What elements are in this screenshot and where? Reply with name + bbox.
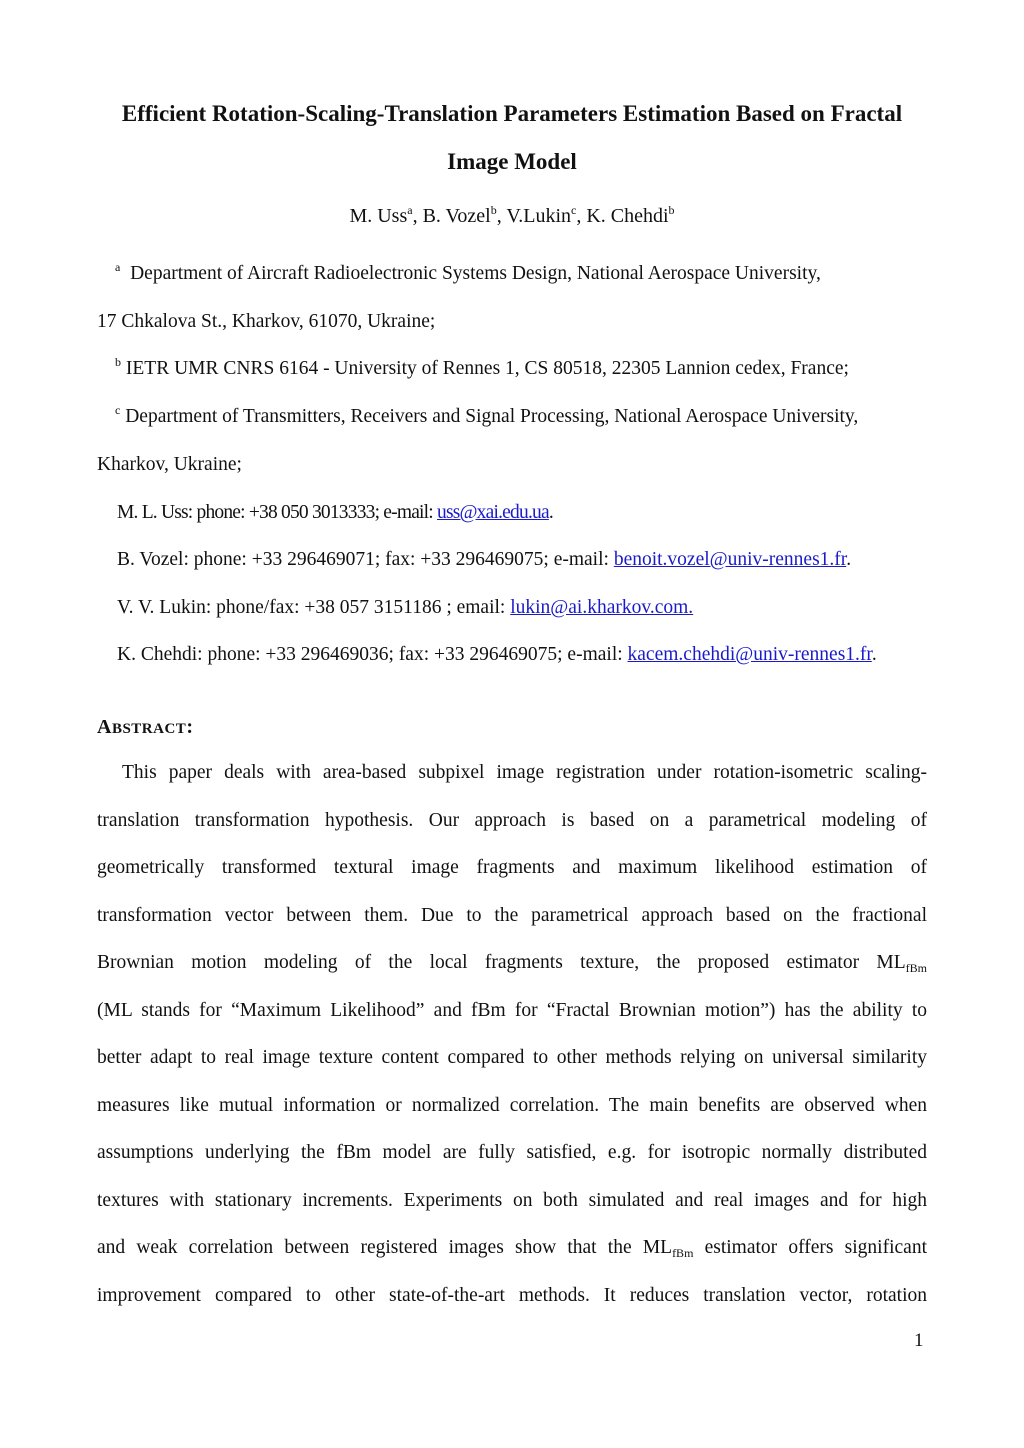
author-name: V.Lukin <box>506 205 571 227</box>
page-number: 1 <box>914 1330 924 1351</box>
abstract-line: assumptions underlying the fBm model are fully satisfied, e.g. for isotropic normally distributed <box>97 1142 927 1163</box>
contact-vozel: B. Vozel: phone: +33 296469071; fax: +33 296469075; e-mail: benoit.vozel@univ-rennes1.fr. <box>117 549 852 570</box>
title-line-2: Image Model <box>447 149 577 174</box>
contact-lukin: V. V. Lukin: phone/fax: +38 057 3151186 ; email: lukin@ai.kharkov.com. <box>117 597 694 618</box>
affiliation-mark: c <box>571 203 577 217</box>
email-link[interactable]: kacem.chehdi@univ-rennes1.fr <box>627 644 872 665</box>
abstract-line: and weak correlation between registered images show that the $ML_{fBm}$ estimator offers significant <box>97 1237 927 1260</box>
affiliation-mark: b <box>668 203 675 217</box>
estimator-symbol: $ML_{fBm}$ <box>642 1237 694 1260</box>
paper-title <box>60 90 964 186</box>
contact-uss: M. L. Uss: phone: +38 050 3013333; e-mail: uss@xai.edu.ua. <box>117 502 553 523</box>
email-link[interactable]: uss@xai.edu.ua <box>437 502 549 523</box>
abstract-line: improvement compared to other state-of-the-art methods. It reduces translation vector, rotation <box>97 1284 927 1306</box>
email-link[interactable]: benoit.vozel@univ-rennes1.fr <box>613 549 847 570</box>
affiliation-mark: a <box>115 260 121 274</box>
affiliation-mark: c <box>115 403 121 417</box>
abstract-heading: ABSTRACT: <box>97 716 194 738</box>
author-name: K. Chehdi <box>586 205 669 227</box>
abstract-line: This paper deals with area-based subpixel image registration under rotation-isometric scaling- <box>122 762 927 783</box>
affiliation-text: Department of Transmitters, Receivers and Signal Processing, National Aerospace University, <box>125 406 859 427</box>
affiliation-text: IETR UMR CNRS 6164 - University of Rennes 1, CS 80518, 22305 Lannion cedex, France; <box>125 358 849 379</box>
abstract-line: Brownian motion modeling of the local fragments texture, the proposed estimator $ML_{fBm}$ <box>97 952 927 975</box>
abstract-line: (ML stands for “Maximum Likelihood” and fBm for “Fractal Brownian motion”) has the ability to <box>97 999 927 1021</box>
affiliation-a <box>97 250 927 345</box>
abstract-line: textures with stationary increments. Experiments on both simulated and real images and for high <box>97 1189 927 1211</box>
abstract-line: geometrically transformed textural image fragments and maximum likelihood estimation of <box>97 857 927 878</box>
affiliation-mark: b <box>115 355 121 369</box>
author-name: B. Vozel <box>422 205 491 227</box>
affiliation-text: 17 Chkalova St., Kharkov, 61070, Ukraine; <box>97 310 436 332</box>
contact-chehdi: K. Chehdi: phone: +33 296469036; fax: +33 296469075; e-mail: kacem.chehdi@univ-rennes1.fr. <box>117 644 877 665</box>
abstract-line: measures like mutual information or normalized correlation. The main benefits are observed when <box>97 1094 927 1116</box>
estimator-symbol: $ML_{fBm}$ <box>876 952 927 975</box>
affiliation-c <box>97 393 927 488</box>
abstract-body <box>97 749 927 1319</box>
abstract-line: transformation vector between them. Due to the parametrical approach based on the fractional <box>97 904 927 926</box>
abstract-line: better adapt to real image texture content compared to other methods relying on universal similarity <box>97 1047 927 1068</box>
author-name: M. Uss <box>349 205 408 227</box>
email-link[interactable]: lukin@ai.kharkov.com. <box>510 597 694 618</box>
author-list: M. Uss$^a$, B. Vozel$^b$, V.Lukin$^c$, K. Chehdi$^b$ <box>349 203 675 227</box>
title-line-1: Efficient Rotation-Scaling-Translation Parameters Estimation Based on Fractal <box>121 101 903 126</box>
affiliation-mark: b <box>490 203 497 217</box>
affiliation-text: Kharkov, Ukraine; <box>97 453 242 475</box>
affiliation-b <box>97 345 927 393</box>
abstract-line: translation transformation hypothesis. Our approach is based on a parametrical modeling of <box>97 809 927 831</box>
affiliation-text: Department of Aircraft Radioelectronic Systems Design, National Aerospace University, <box>130 263 821 284</box>
affiliation-mark: a <box>407 203 413 217</box>
